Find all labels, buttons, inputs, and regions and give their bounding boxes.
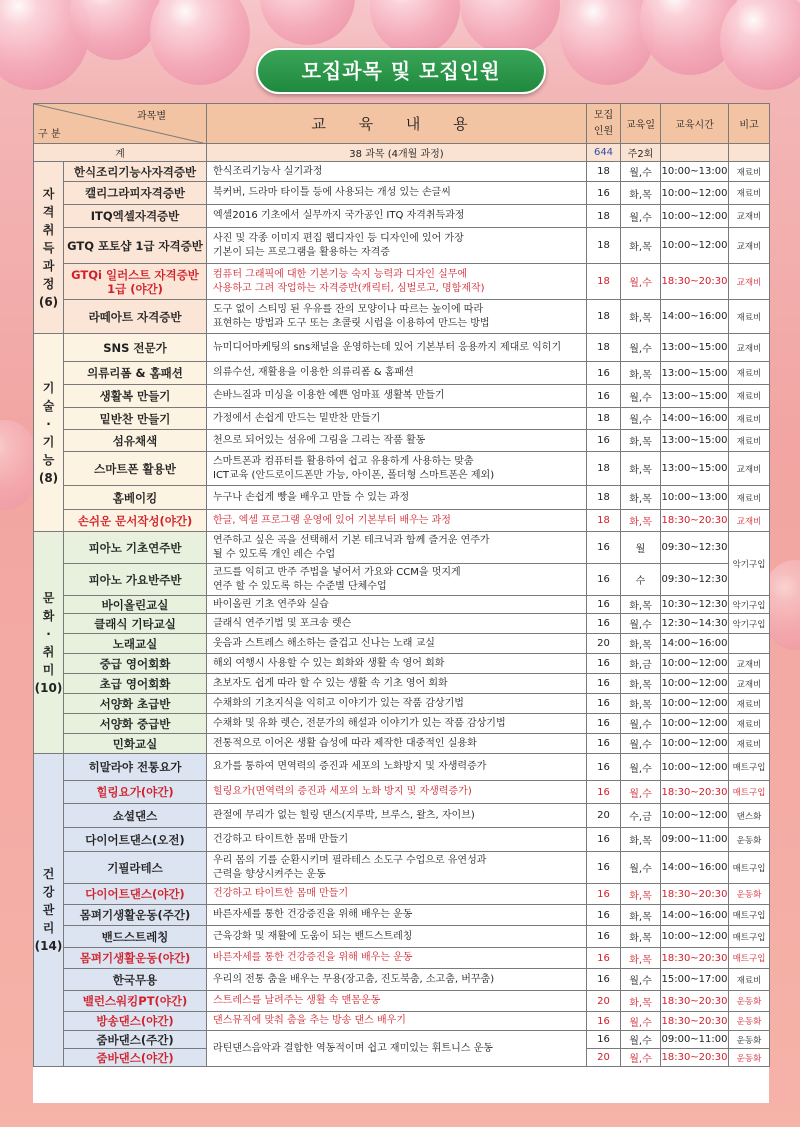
course-days: 화,목 bbox=[621, 596, 661, 614]
category-label: 문 화 · 취 미 (10) bbox=[34, 532, 64, 754]
course-description: 손바느질과 미싱을 이용한 예쁜 엄마표 생활복 만들기 bbox=[207, 385, 587, 408]
course-description: 누구나 손쉽게 빵을 배우고 만들 수 있는 과정 bbox=[207, 486, 587, 510]
course-days: 화,목 bbox=[621, 430, 661, 452]
course-time: 18:30~20:30 bbox=[661, 991, 729, 1012]
course-description: 전통적으로 이어온 생활 습성에 따라 제작한 대중적인 실용화 bbox=[207, 734, 587, 754]
table-row bbox=[34, 1012, 770, 1031]
course-headcount: 16 bbox=[587, 182, 621, 205]
course-name: 서양화 중급반 bbox=[64, 714, 207, 734]
course-note: 운동화 bbox=[729, 1031, 770, 1049]
course-days: 화,목 bbox=[621, 634, 661, 654]
course-name: 민화교실 bbox=[64, 734, 207, 754]
course-days: 월,수 bbox=[621, 734, 661, 754]
course-days: 수,금 bbox=[621, 804, 661, 828]
course-headcount: 18 bbox=[587, 486, 621, 510]
course-time: 13:00~15:00 bbox=[661, 430, 729, 452]
course-name: GTQi 일러스트 자격증반 1급 (야간) bbox=[64, 264, 207, 300]
course-description: 클래식 연주기법 및 포크송 렛슨 bbox=[207, 614, 587, 634]
balloon-decoration bbox=[150, 0, 250, 85]
course-time: 18:30~20:30 bbox=[661, 781, 729, 804]
header-subject-label: 과목별 bbox=[137, 111, 166, 122]
course-name: 홈베이킹 bbox=[64, 486, 207, 510]
course-headcount: 20 bbox=[587, 634, 621, 654]
header-content: 교 육 내 용 bbox=[207, 104, 587, 144]
course-note: 재료비 bbox=[729, 714, 770, 734]
course-time: 14:00~16:00 bbox=[661, 634, 729, 654]
course-description: 근육강화 및 재활에 도움이 되는 밴드스트레칭 bbox=[207, 926, 587, 948]
total-row bbox=[34, 144, 770, 162]
course-headcount: 18 bbox=[587, 334, 621, 362]
course-headcount: 20 bbox=[587, 991, 621, 1012]
course-headcount: 18 bbox=[587, 264, 621, 300]
course-days: 화,목 bbox=[621, 182, 661, 205]
course-headcount: 16 bbox=[587, 694, 621, 714]
course-name: 한국무용 bbox=[64, 969, 207, 991]
course-note: 교재비 bbox=[729, 654, 770, 674]
page-title: 모집과목 및 모집인원 bbox=[256, 48, 546, 94]
course-note: 재료비 bbox=[729, 969, 770, 991]
table-header-row bbox=[34, 104, 770, 144]
course-name: 손쉬운 문서작성(야간) bbox=[64, 510, 207, 532]
table-row bbox=[34, 300, 770, 334]
course-days: 월,수 bbox=[621, 614, 661, 634]
course-note: 재료비 bbox=[729, 182, 770, 205]
course-time: 10:00~12:00 bbox=[661, 804, 729, 828]
course-days: 화,목 bbox=[621, 828, 661, 852]
course-name: 기필라테스 bbox=[64, 852, 207, 884]
course-name: SNS 전문가 bbox=[64, 334, 207, 362]
table-row bbox=[34, 264, 770, 300]
table-row bbox=[34, 714, 770, 734]
course-description: 요가를 통하여 면역력의 증진과 세포의 노화방지 및 자생력증가 bbox=[207, 754, 587, 781]
course-note: 교재비 bbox=[729, 674, 770, 694]
course-days: 화,목 bbox=[621, 694, 661, 714]
course-table-container bbox=[33, 103, 769, 1103]
course-days: 화,목 bbox=[621, 884, 661, 905]
course-name: 다이어트댄스(오전) bbox=[64, 828, 207, 852]
table-row bbox=[34, 162, 770, 182]
course-name: 히말라야 전통요가 bbox=[64, 754, 207, 781]
course-note: 재료비 bbox=[729, 486, 770, 510]
header-division-label: 구 분 bbox=[38, 129, 61, 140]
course-description: 수채화 및 유화 렛슨, 전문가의 해설과 이야기가 있는 작품 감상기법 bbox=[207, 714, 587, 734]
course-time: 13:00~15:00 bbox=[661, 362, 729, 385]
course-description: 한식조리기능사 실기과정 bbox=[207, 162, 587, 182]
course-name: 몸펴기생활운동(야간) bbox=[64, 948, 207, 969]
course-days: 화,목 bbox=[621, 300, 661, 334]
table-row bbox=[34, 734, 770, 754]
course-note: 악기구입 bbox=[729, 532, 770, 596]
course-note bbox=[729, 634, 770, 654]
table-row bbox=[34, 362, 770, 385]
course-days: 화,목 bbox=[621, 452, 661, 486]
course-description: 스트레스를 날려주는 생활 속 맨몸운동 bbox=[207, 991, 587, 1012]
course-description: 웃음과 스트레스 해소하는 즐겁고 신나는 노래 교실 bbox=[207, 634, 587, 654]
course-table bbox=[33, 103, 770, 1067]
course-time: 10:00~12:00 bbox=[661, 654, 729, 674]
course-time: 10:00~13:00 bbox=[661, 486, 729, 510]
course-name: 생활복 만들기 bbox=[64, 385, 207, 408]
table-row bbox=[34, 385, 770, 408]
course-description: 북커버, 드라마 타이틀 등에 사용되는 개성 있는 손글씨 bbox=[207, 182, 587, 205]
course-description: 사진 및 각종 이미지 편집 웹디자인 등 디자인에 있어 가장 기본이 되는 프로그램을 활용하는 자격증 bbox=[207, 228, 587, 264]
table-row bbox=[34, 228, 770, 264]
table-row bbox=[34, 884, 770, 905]
category-label: 기 술 · 기 능 (8) bbox=[34, 334, 64, 532]
course-headcount: 16 bbox=[587, 362, 621, 385]
course-time: 10:00~12:00 bbox=[661, 714, 729, 734]
table-row bbox=[34, 948, 770, 969]
total-headcount: 644 bbox=[587, 144, 621, 162]
course-days: 월,수 bbox=[621, 334, 661, 362]
course-note: 재료비 bbox=[729, 385, 770, 408]
balloon-decoration bbox=[720, 0, 800, 90]
course-headcount: 16 bbox=[587, 828, 621, 852]
course-note: 악기구입 bbox=[729, 614, 770, 634]
course-name: 밴드스트레칭 bbox=[64, 926, 207, 948]
course-note: 재료비 bbox=[729, 694, 770, 714]
course-name: 피아노 기초연주반 bbox=[64, 532, 207, 564]
course-note: 매트구입 bbox=[729, 852, 770, 884]
course-days: 화,목 bbox=[621, 991, 661, 1012]
course-time: 10:00~12:00 bbox=[661, 205, 729, 228]
course-description: 스마트폰과 컴퓨터를 활용하여 쉽고 유용하게 사용하는 맞춤 ICT교육 (안드로이드폰만 가능, 아이폰, 폴더형 스마트폰은 제외) bbox=[207, 452, 587, 486]
table-row bbox=[34, 452, 770, 486]
table-row bbox=[34, 564, 770, 596]
course-time: 09:00~11:00 bbox=[661, 828, 729, 852]
course-time: 13:00~15:00 bbox=[661, 334, 729, 362]
course-days: 월,수 bbox=[621, 205, 661, 228]
course-headcount: 16 bbox=[587, 734, 621, 754]
course-description: 관절에 무리가 없는 힐링 댄스(지루박, 브루스, 왈츠, 자이브) bbox=[207, 804, 587, 828]
course-days: 화,목 bbox=[621, 948, 661, 969]
course-description: 엑셀2016 기초에서 실무까지 국가공인 ITQ 자격취득과정 bbox=[207, 205, 587, 228]
course-name: 피아노 가요반주반 bbox=[64, 564, 207, 596]
course-time: 18:30~20:30 bbox=[661, 510, 729, 532]
course-description: 천으로 되어있는 섬유에 그림을 그리는 작품 활동 bbox=[207, 430, 587, 452]
course-time: 18:30~20:30 bbox=[661, 884, 729, 905]
course-time: 09:00~11:00 bbox=[661, 1031, 729, 1049]
course-note: 운동화 bbox=[729, 1049, 770, 1067]
table-row bbox=[34, 486, 770, 510]
course-days: 화,목 bbox=[621, 926, 661, 948]
course-days: 화,금 bbox=[621, 654, 661, 674]
course-days: 수 bbox=[621, 564, 661, 596]
table-row bbox=[34, 205, 770, 228]
course-name: 쇼셜댄스 bbox=[64, 804, 207, 828]
table-row bbox=[34, 634, 770, 654]
course-note: 매트구입 bbox=[729, 781, 770, 804]
course-name: 중급 영어회화 bbox=[64, 654, 207, 674]
table-row bbox=[34, 1031, 770, 1049]
course-name: 밸런스워킹PT(야간) bbox=[64, 991, 207, 1012]
course-time: 10:00~12:00 bbox=[661, 228, 729, 264]
course-note: 재료비 bbox=[729, 734, 770, 754]
course-headcount: 16 bbox=[587, 754, 621, 781]
table-row bbox=[34, 654, 770, 674]
course-days: 월,수 bbox=[621, 385, 661, 408]
course-name: 서양화 초급반 bbox=[64, 694, 207, 714]
table-row bbox=[34, 991, 770, 1012]
header-note: 비고 bbox=[729, 104, 770, 144]
course-days: 월,수 bbox=[621, 264, 661, 300]
course-description: 건강하고 타이트한 몸매 만들기 bbox=[207, 884, 587, 905]
total-days: 주2회 bbox=[621, 144, 661, 162]
course-description: 컴퓨터 그래픽에 대한 기본기능 숙지 능력과 디자인 실무에 사용하고 그려 작업하는 자격증반(캐릭터, 심벌로고, 명함제작) bbox=[207, 264, 587, 300]
course-name: 한식조리기능사자격증반 bbox=[64, 162, 207, 182]
course-description: 우리 몸의 기를 순환시키며 필라테스 소도구 수업으로 유연성과 근력을 향상시켜주는 운동 bbox=[207, 852, 587, 884]
table-row bbox=[34, 674, 770, 694]
course-time: 10:00~13:00 bbox=[661, 162, 729, 182]
course-days: 화,목 bbox=[621, 674, 661, 694]
balloon-decoration bbox=[260, 0, 355, 45]
course-headcount: 16 bbox=[587, 948, 621, 969]
course-description: 라틴댄스음악과 결합한 역동적이며 쉽고 재미있는 휘트니스 운동 bbox=[207, 1031, 587, 1067]
course-time: 10:00~12:00 bbox=[661, 182, 729, 205]
course-headcount: 18 bbox=[587, 205, 621, 228]
course-name: 라떼아트 자격증반 bbox=[64, 300, 207, 334]
course-name: 밑반찬 만들기 bbox=[64, 408, 207, 430]
balloon-decoration bbox=[370, 0, 460, 55]
category-label: 건 강 관 리 (14) bbox=[34, 754, 64, 1067]
table-row bbox=[34, 182, 770, 205]
course-days: 화,목 bbox=[621, 905, 661, 926]
course-time: 13:00~15:00 bbox=[661, 452, 729, 486]
table-row bbox=[34, 852, 770, 884]
course-headcount: 16 bbox=[587, 969, 621, 991]
course-days: 월,수 bbox=[621, 754, 661, 781]
course-note: 재료비 bbox=[729, 362, 770, 385]
course-note: 재료비 bbox=[729, 162, 770, 182]
table-row bbox=[34, 804, 770, 828]
course-description: 연주하고 싶은 곡을 선택해서 기본 테크닉과 함께 즐거운 연주가 될 수 있도록 개인 레슨 수업 bbox=[207, 532, 587, 564]
course-headcount: 16 bbox=[587, 532, 621, 564]
course-days: 월,수 bbox=[621, 162, 661, 182]
course-time: 18:30~20:30 bbox=[661, 264, 729, 300]
table-row bbox=[34, 969, 770, 991]
course-note: 교재비 bbox=[729, 228, 770, 264]
header-time: 교육시간 bbox=[661, 104, 729, 144]
course-headcount: 16 bbox=[587, 905, 621, 926]
course-time: 10:00~12:00 bbox=[661, 926, 729, 948]
course-name: 방송댄스(야간) bbox=[64, 1012, 207, 1031]
header-division bbox=[34, 104, 207, 144]
course-note: 매트구입 bbox=[729, 948, 770, 969]
course-days: 월,수 bbox=[621, 1049, 661, 1067]
course-days: 화,목 bbox=[621, 228, 661, 264]
course-headcount: 18 bbox=[587, 162, 621, 182]
table-row bbox=[34, 754, 770, 781]
course-time: 09:30~12:30 bbox=[661, 532, 729, 564]
table-row bbox=[34, 596, 770, 614]
course-time: 18:30~20:30 bbox=[661, 1012, 729, 1031]
course-headcount: 16 bbox=[587, 884, 621, 905]
course-name: 클래식 기타교실 bbox=[64, 614, 207, 634]
course-headcount: 16 bbox=[587, 385, 621, 408]
balloon-decoration bbox=[460, 0, 560, 55]
course-headcount: 16 bbox=[587, 926, 621, 948]
course-description: 건강하고 타이트한 몸매 만들기 bbox=[207, 828, 587, 852]
course-days: 월,수 bbox=[621, 781, 661, 804]
course-note: 교재비 bbox=[729, 334, 770, 362]
course-headcount: 16 bbox=[587, 596, 621, 614]
course-description: 댄스뮤직에 맞춰 춤을 추는 방송 댄스 배우기 bbox=[207, 1012, 587, 1031]
course-days: 화,목 bbox=[621, 486, 661, 510]
course-name: ITQ엑셀자격증반 bbox=[64, 205, 207, 228]
course-headcount: 18 bbox=[587, 300, 621, 334]
course-days: 화,목 bbox=[621, 510, 661, 532]
table-row bbox=[34, 334, 770, 362]
course-description: 바이올린 기초 연주와 실습 bbox=[207, 596, 587, 614]
course-note: 악기구입 bbox=[729, 596, 770, 614]
course-time: 15:00~17:00 bbox=[661, 969, 729, 991]
table-row bbox=[34, 614, 770, 634]
course-headcount: 16 bbox=[587, 614, 621, 634]
course-note: 운동화 bbox=[729, 828, 770, 852]
course-note: 매트구입 bbox=[729, 926, 770, 948]
course-note: 교재비 bbox=[729, 264, 770, 300]
course-time: 14:00~16:00 bbox=[661, 852, 729, 884]
course-description: 초보자도 쉽게 따라 할 수 있는 생활 속 기초 영어 회화 bbox=[207, 674, 587, 694]
course-name: 초급 영어회화 bbox=[64, 674, 207, 694]
table-row bbox=[34, 694, 770, 714]
course-headcount: 18 bbox=[587, 408, 621, 430]
course-description: 우리의 전통 춤을 배우는 무용(장고춤, 진도북춤, 소고춤, 버꾸춤) bbox=[207, 969, 587, 991]
course-name: 힐링요가(야간) bbox=[64, 781, 207, 804]
course-days: 월,수 bbox=[621, 1012, 661, 1031]
total-empty-cell bbox=[729, 144, 770, 162]
course-headcount: 16 bbox=[587, 781, 621, 804]
course-note: 교재비 bbox=[729, 510, 770, 532]
course-note: 재료비 bbox=[729, 430, 770, 452]
course-description: 바른자세를 통한 건강증진을 위해 배우는 운동 bbox=[207, 948, 587, 969]
course-days: 월,수 bbox=[621, 1031, 661, 1049]
table-row bbox=[34, 532, 770, 564]
course-name: 캘리그라피자격증반 bbox=[64, 182, 207, 205]
course-name: GTQ 포토샵 1급 자격증반 bbox=[64, 228, 207, 264]
course-note: 운동화 bbox=[729, 991, 770, 1012]
course-description: 수채화의 기초지식을 익히고 이야기가 있는 작품 감상기법 bbox=[207, 694, 587, 714]
course-note: 운동화 bbox=[729, 1012, 770, 1031]
course-time: 18:30~20:30 bbox=[661, 948, 729, 969]
course-description: 한글, 엑셀 프로그램 운영에 있어 기본부터 배우는 과정 bbox=[207, 510, 587, 532]
course-name: 노래교실 bbox=[64, 634, 207, 654]
course-time: 10:00~12:00 bbox=[661, 674, 729, 694]
course-note: 교재비 bbox=[729, 452, 770, 486]
category-label: 자 격 취 득 과 정 (6) bbox=[34, 162, 64, 334]
table-row bbox=[34, 828, 770, 852]
header-headcount: 모집 인원 bbox=[587, 104, 621, 144]
course-description: 뉴미디어마케팅의 sns채널을 운영하는데 있어 기본부터 응용까지 제대로 익히기 bbox=[207, 334, 587, 362]
course-headcount: 16 bbox=[587, 1031, 621, 1049]
table-row bbox=[34, 926, 770, 948]
course-time: 18:30~20:30 bbox=[661, 1049, 729, 1067]
course-days: 월,수 bbox=[621, 852, 661, 884]
table-row bbox=[34, 510, 770, 532]
course-headcount: 16 bbox=[587, 852, 621, 884]
course-time: 10:30~12:30 bbox=[661, 596, 729, 614]
course-note: 댄스화 bbox=[729, 804, 770, 828]
course-days: 월,수 bbox=[621, 408, 661, 430]
course-time: 14:00~16:00 bbox=[661, 300, 729, 334]
course-note: 재료비 bbox=[729, 300, 770, 334]
course-headcount: 20 bbox=[587, 1049, 621, 1067]
course-name: 섬유채색 bbox=[64, 430, 207, 452]
course-time: 09:30~12:30 bbox=[661, 564, 729, 596]
course-headcount: 16 bbox=[587, 654, 621, 674]
course-days: 월,수 bbox=[621, 714, 661, 734]
course-name: 줌바댄스(주간) bbox=[64, 1031, 207, 1049]
course-name: 바이올린교실 bbox=[64, 596, 207, 614]
course-note: 매트구입 bbox=[729, 754, 770, 781]
header-days: 교육일 bbox=[621, 104, 661, 144]
course-description: 의류수선, 재활용을 이용한 의류리폼 & 홈패션 bbox=[207, 362, 587, 385]
course-headcount: 18 bbox=[587, 510, 621, 532]
course-name: 줌바댄스(야간) bbox=[64, 1049, 207, 1067]
course-description: 가정에서 손쉽게 만드는 밑반찬 만들기 bbox=[207, 408, 587, 430]
course-description: 힐링요가(면역력의 증진과 세포의 노화 방지 및 자생력증가) bbox=[207, 781, 587, 804]
course-name: 스마트폰 활용반 bbox=[64, 452, 207, 486]
course-description: 코드를 익히고 반주 주법을 넣어서 가요와 CCM을 멋지게 연주 할 수 있도록 하는 수준별 단체수업 bbox=[207, 564, 587, 596]
course-headcount: 16 bbox=[587, 674, 621, 694]
course-time: 14:00~16:00 bbox=[661, 408, 729, 430]
course-days: 월 bbox=[621, 532, 661, 564]
total-empty-cell bbox=[661, 144, 729, 162]
table-row bbox=[34, 430, 770, 452]
course-headcount: 16 bbox=[587, 1012, 621, 1031]
course-name: 몸펴기생활운동(주간) bbox=[64, 905, 207, 926]
course-note: 운동화 bbox=[729, 884, 770, 905]
course-days: 월,수 bbox=[621, 969, 661, 991]
table-row bbox=[34, 781, 770, 804]
course-time: 10:00~12:00 bbox=[661, 754, 729, 781]
course-note: 교재비 bbox=[729, 205, 770, 228]
course-time: 14:00~16:00 bbox=[661, 905, 729, 926]
course-headcount: 16 bbox=[587, 714, 621, 734]
course-time: 10:00~12:00 bbox=[661, 694, 729, 714]
course-note: 재료비 bbox=[729, 408, 770, 430]
course-headcount: 20 bbox=[587, 804, 621, 828]
course-name: 다이어트댄스(야간) bbox=[64, 884, 207, 905]
course-headcount: 16 bbox=[587, 564, 621, 596]
course-name: 의류리폼 & 홈패션 bbox=[64, 362, 207, 385]
course-headcount: 18 bbox=[587, 228, 621, 264]
total-content: 38 과목 (4개월 과정) bbox=[207, 144, 587, 162]
course-time: 13:00~15:00 bbox=[661, 385, 729, 408]
course-note: 매트구입 bbox=[729, 905, 770, 926]
course-headcount: 18 bbox=[587, 452, 621, 486]
table-row bbox=[34, 408, 770, 430]
course-time: 10:00~12:00 bbox=[661, 734, 729, 754]
course-description: 해외 여행시 사용할 수 있는 회화와 생활 속 영어 회화 bbox=[207, 654, 587, 674]
course-headcount: 16 bbox=[587, 430, 621, 452]
table-row bbox=[34, 905, 770, 926]
total-label: 계 bbox=[34, 144, 207, 162]
course-time: 12:30~14:30 bbox=[661, 614, 729, 634]
course-description: 도구 없이 스티밍 된 우유를 잔의 모양이나 따르는 높이에 따라 표현하는 방법과 도구 또는 초콜릿 시럽을 이용하여 만드는 방법 bbox=[207, 300, 587, 334]
course-days: 화,목 bbox=[621, 362, 661, 385]
course-description: 바른자세를 통한 건강증진을 위해 배우는 운동 bbox=[207, 905, 587, 926]
